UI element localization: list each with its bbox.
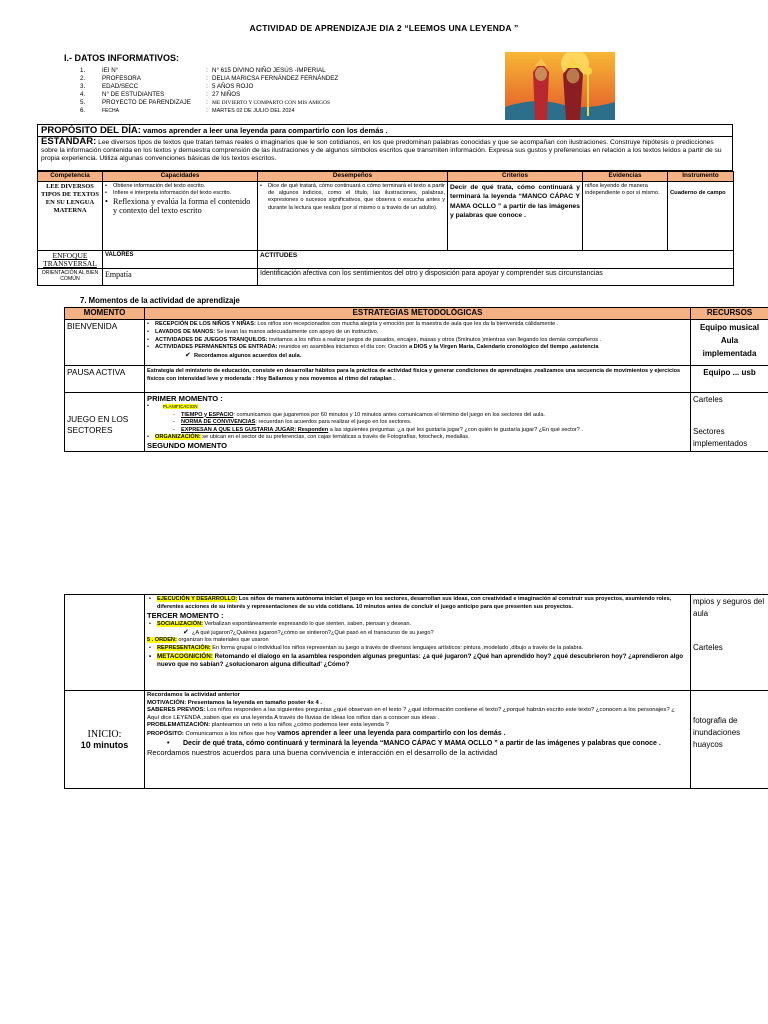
info-number: 3. [80, 83, 86, 91]
strategy-cell [145, 393, 691, 452]
list-item: • ACTIVIDADES PERMANENTES DE ENTRADA: reunidos en asamblea iniciamos el día con: Oración a DIOS y la Virgen María, Calendario cronológico del tiempo ,asistencia [147, 344, 688, 352]
inicio-label: INICIO: [87, 729, 122, 740]
valores-label: VALORES [103, 251, 258, 269]
info-row [80, 91, 338, 99]
purpose-text: vamos aprender a leer una leyenda para compartirlo con los demás . [143, 126, 388, 135]
capacidad-item: • Infiere e interpreta información del texto escrito. [105, 190, 255, 197]
col-header: RECURSOS [691, 308, 768, 320]
col-header: Capacidades [103, 172, 258, 182]
col-header: Criterios [448, 172, 583, 182]
info-colon: : [206, 75, 208, 83]
info-number: 1. [80, 67, 86, 74]
info-colon: : [206, 99, 208, 107]
info-number: 4. [80, 91, 86, 99]
list-item: - EXPRESAN A QUE LES GUSTARIA JUGAR: Responden a las siguientes preguntas :¿a qué les gustaría jugar? ¿con quién te gustaría jugar? ¿En qué sector? . [147, 427, 688, 435]
text-line: PROPÓSITO: Comunicamos a los niños que hoy vamos aprender a leer una leyenda para compartirlo con los demás . [147, 729, 506, 737]
purpose-label: PROPÓSITO DEL DÍA: [41, 125, 141, 136]
inicio-table [64, 690, 768, 789]
competency-header-row [38, 172, 734, 182]
info-row [80, 75, 338, 83]
text-line: Recordamos nuestros acuerdos para una buena convivencia e interacción en el desarrollo de la actividad [147, 747, 498, 757]
col-header: Desempeños [258, 172, 448, 182]
competency-row [38, 182, 734, 251]
inicio-minutes: 10 minutos [80, 740, 129, 750]
segundo-momento: SEGUNDO MOMENTO [147, 440, 228, 450]
text-line: PROBLEMATIZACIÓN: planteamos un reto a los niños ¿cómo podemos leer esta leyenda ? [147, 722, 389, 729]
text-line: Recordamos la actividad anterior [147, 692, 240, 698]
recursos-cell: fotografia de inundaciones huaycos [691, 691, 768, 789]
momento-cell: JUEGO EN LOS SECTORES [65, 393, 145, 452]
check-icon: ✔ [185, 352, 191, 360]
recurso-item: mpios y seguros del aula [693, 597, 765, 618]
info-colon: : [206, 107, 208, 115]
info-colon: : [206, 67, 208, 74]
momento-cell-empty [65, 595, 145, 691]
text-line: SABERES PREVIOS: Los niños responden a las siguientes preguntas ¿qué observan en el texto ? ¿qué información contiene el texto? ¿porqué habrán escrito este texto? ¿conocen a los personajes? ¿ Aquí dice LEYENDA ,saben que es una leyenda A través de lluvias de ideas los niños dan a conocer sus ideas . [147, 707, 675, 721]
juego-continuation-row [65, 595, 768, 691]
momento-cell [65, 691, 145, 789]
purpose-box [37, 124, 733, 137]
recursos-cell [691, 595, 768, 691]
list-item: • METACOGNICIÓN: Retomando el dialogo en la asamblea responden algunas preguntas: ¿a qué jugaron? ¿Qué han aprendido hoy? ¿qué descubrieron hoy? ¿aprendieron algo nuevo que no sabían? ¿solucionaron alguna dificultad' ¿Cómo? [149, 652, 684, 669]
list-item: • SOCIALIZACIÓN: Verbalizan espontáneamente expresando lo que sienten, saben, piensan y desean. [149, 620, 412, 627]
list-item: • LAVADOS DE MANOS: Se lavan las manos adecuadamente con apoyo de un instructivo. [147, 329, 688, 337]
standard-text: Lee diversos tipos de textos que tratan temas reales o imaginarios que le son cotidianos, en los que predominan palabras conocidas y que se acompañan con ilustraciones. Construye hipótesis o predicciones sobre la información contenida en los textos y demuestra comprensión de las ilustraciones y de algunos símbolos escritos que transmiten información. Expresa sus gustos y preferencias en relación a los textos leídos a partir de su propia experiencia. Utiliza algunas convenciones básicas de los textos escritos. [41, 139, 722, 163]
list-item: • PLANIFICACION [147, 403, 198, 409]
desempenos-cell [258, 182, 448, 251]
list-item: - NORMA DE CONVIVENCIAS: recuerdan los acuerdos para realizar el juego en los sectores. [147, 419, 688, 427]
info-value: 27 NIÑOS [212, 91, 241, 99]
info-number: 5. [80, 99, 86, 107]
enfoque-row [38, 251, 734, 269]
recurso-item: Carteles [693, 643, 723, 652]
valor-cell: Empatía [103, 269, 258, 286]
check-item: ✔ Recordamos algunos acuerdos del aula. [185, 352, 302, 360]
info-colon: : [206, 83, 208, 91]
recursos-cell [691, 393, 768, 452]
info-value: ME DIVIERTO Y COMPARTO CON MIS AMIGOS [212, 100, 331, 107]
capacidad-item: • Reflexiona y evalúa la forma el contenido y contexto del texto escrito [105, 197, 255, 215]
momento-cell: PAUSA ACTIVA [65, 366, 145, 393]
list-item: • ORGANIZACIÓN: se ubican en el sector de su preferencias, con cajas temáticas a través de Fotografías, fotocheck, medallas. [147, 434, 470, 441]
page-title: ACTIVIDAD DE APRENDIZAJE DIA 2 “LEEMOS UNA LEYENDA ” [249, 23, 519, 33]
standard-label: ESTANDAR: [41, 136, 97, 147]
primer-momento: PRIMER MOMENTO : [147, 394, 223, 403]
list-item: • REPRESENTACIÓN: En forma grupal o individual los niños representan su juego a través de diversos lenguajes artísticos: pintura ,modelado ,dibujo a través de la palabra. [149, 645, 584, 652]
info-label: IEI N° [102, 67, 119, 74]
capacidad-item: • Obtiene información del texto escrito. [105, 183, 255, 190]
col-header: ESTRATEGIAS METODOLÓGICAS [145, 308, 691, 320]
list-item: - TIEMPO y ESPACIO: comunicamos que jugaremos por 60 minutos y 10 minutos antes comunicamos el término del juego en los sectores del aula. [147, 412, 688, 420]
strategy-cell [145, 320, 691, 366]
info-row [80, 107, 338, 115]
momento-cell: BIENVENIDA [65, 320, 145, 366]
section-heading: I.- DATOS INFORMATIVOS: [64, 53, 179, 63]
list-item: • RECEPCIÓN DE LOS NIÑOS Y NIÑAS: Los niños son recepcionados con mucha alegría y emoción por la maestra de aula que les da la bienvenida cálidamente . [147, 321, 688, 329]
legend-illustration [505, 52, 615, 120]
continuation-table [64, 594, 768, 691]
info-label: PROFESORA [102, 75, 141, 83]
info-row [80, 67, 338, 75]
text-line: MOTIVACIÓN: Presentamos la leyenda en tamaño poster 4x 4 . [147, 699, 323, 706]
info-label: FECHA [102, 108, 119, 115]
bienvenida-row [65, 320, 768, 366]
tercer-momento: TERCER MOMENTO : [147, 611, 224, 621]
pausa-row [65, 366, 768, 393]
info-row [80, 99, 338, 107]
moments-header-row [65, 308, 768, 320]
info-colon: : [206, 91, 208, 99]
list-item: • ACTIVIDADES DE JUEGOS TRANQUILOS: invitamos a los niños a realizar juegos de pasados, encajes, masas y otros (5minutos )mientras van llegando los demás compañeros . [147, 337, 688, 345]
info-label: N° DE ESTUDIANTES [102, 91, 165, 99]
strategy-cell [145, 595, 691, 691]
valor-row [38, 269, 734, 286]
info-number: 6. [80, 107, 86, 115]
strategy-cell [145, 691, 691, 789]
info-value: MARTES 02 DE JULIO DEL 2024 [212, 108, 295, 115]
col-header: Competencia [38, 172, 103, 182]
info-value: N° 615 DIVINO NIÑO JESÚS -IMPERIAL [212, 67, 326, 74]
info-value: 5 AÑOS ROJO [212, 83, 254, 91]
desempeno-item: • Dice de qué tratará, cómo continuará o cómo terminará el texto a partir de algunos indicios, como el título, las ilustraciones, palabras, expresiones o sucesos significativos, que observa o escucha antes y durante la lectura que realiza (por sí mismo o a través de un adulto). [260, 183, 445, 212]
recurso-item: Sectores implementados [693, 427, 748, 448]
moments-heading: 7. Momentos de la actividad de aprendizaje [80, 296, 240, 305]
list-item: 5 . ORDEN: organizan los materiales que usaron [147, 637, 269, 644]
info-list [80, 67, 338, 116]
col-header: Instrumento [668, 172, 734, 182]
competency-table [37, 171, 734, 286]
actitud-cell: Identificación afectiva con los sentimientos del otro y disposición para apoyar y comprender sus circunstancias [258, 269, 734, 286]
moments-table [64, 307, 768, 452]
check-icon: ✔ [183, 628, 189, 636]
list-item: • EJECUCIÓN Y DESARROLLO: Los niños de manera autónoma inician el juego en los sectores, desarrollan sus ideas, con creatividad e imaginación al construir sus proyectos, asumiendo roles, diferentes acciones de su interés y representaciones de su vida cotidiana. 10 minutos antes de concluir el juego anticipo para que presenten sus proyectos. [149, 596, 672, 610]
actitudes-label: ACTITUDES [258, 251, 734, 269]
juego-row [65, 393, 768, 452]
info-value: DELIA MARICSA FERNÁNDEZ FERNÁNDEZ [212, 75, 339, 83]
inicio-row [65, 691, 768, 789]
recurso-item: Carteles [693, 395, 723, 404]
strategy-cell: Estrategia del ministerio de educación, consiste en desarrollar hábitos para la práctica de actividad física y generar condiciones de aprendizajes ,realizamos una secuencia de movimientos y ejercicios físicos con intensidad leve y moderada : Hoy Bailamos y nos movemos al ritmo del rataplan . [145, 366, 691, 393]
instrumento-cell: Cuaderno de campo [668, 182, 734, 251]
enfoque-label: ENFOQUE TRANSVERSAL [38, 251, 103, 269]
orientacion-cell: ORIENTACIÓN AL BIEN COMÚN [38, 269, 103, 286]
capacidades-cell [103, 182, 258, 251]
criterios-cell: Decir de qué trata, cómo continuará y terminará la leyenda “MANCO CÁPAC Y MAMA OCLLO ” a partir de las imágenes y palabras que conoce . [448, 182, 583, 251]
info-number: 2. [80, 75, 86, 83]
col-header: Evidencias [583, 172, 668, 182]
check-item: ✔ ¿A qué jugaron?¿Quiénes jugaron?¿cómo se sintieron?¿Qué pasó en el transcurso de su juego? [183, 628, 434, 636]
competencia-cell: LEE DIVERSOS TIPOS DE TEXTOS EN SU LENGUA MATERNA [38, 182, 103, 251]
col-header: MOMENTO [65, 308, 145, 320]
list-item: • Decir de qué trata, cómo continuará y terminará la leyenda “MANCO CÁPAC Y MAMA OCLLO ” a partir de las imágenes y palabras que conoce . [167, 739, 661, 747]
info-row [80, 83, 338, 91]
standard-box [37, 137, 733, 171]
info-label: EDAD/SECC [102, 83, 139, 91]
recursos-cell: Equipo ... usb [691, 366, 768, 393]
recursos-cell: Equipo musical Aula implementada [691, 320, 768, 366]
info-label: PROYECTO DE PARENDIZAJE [102, 99, 191, 107]
evidencias-cell: niños leyendo de manera independiente o por si mismo. [583, 182, 668, 251]
